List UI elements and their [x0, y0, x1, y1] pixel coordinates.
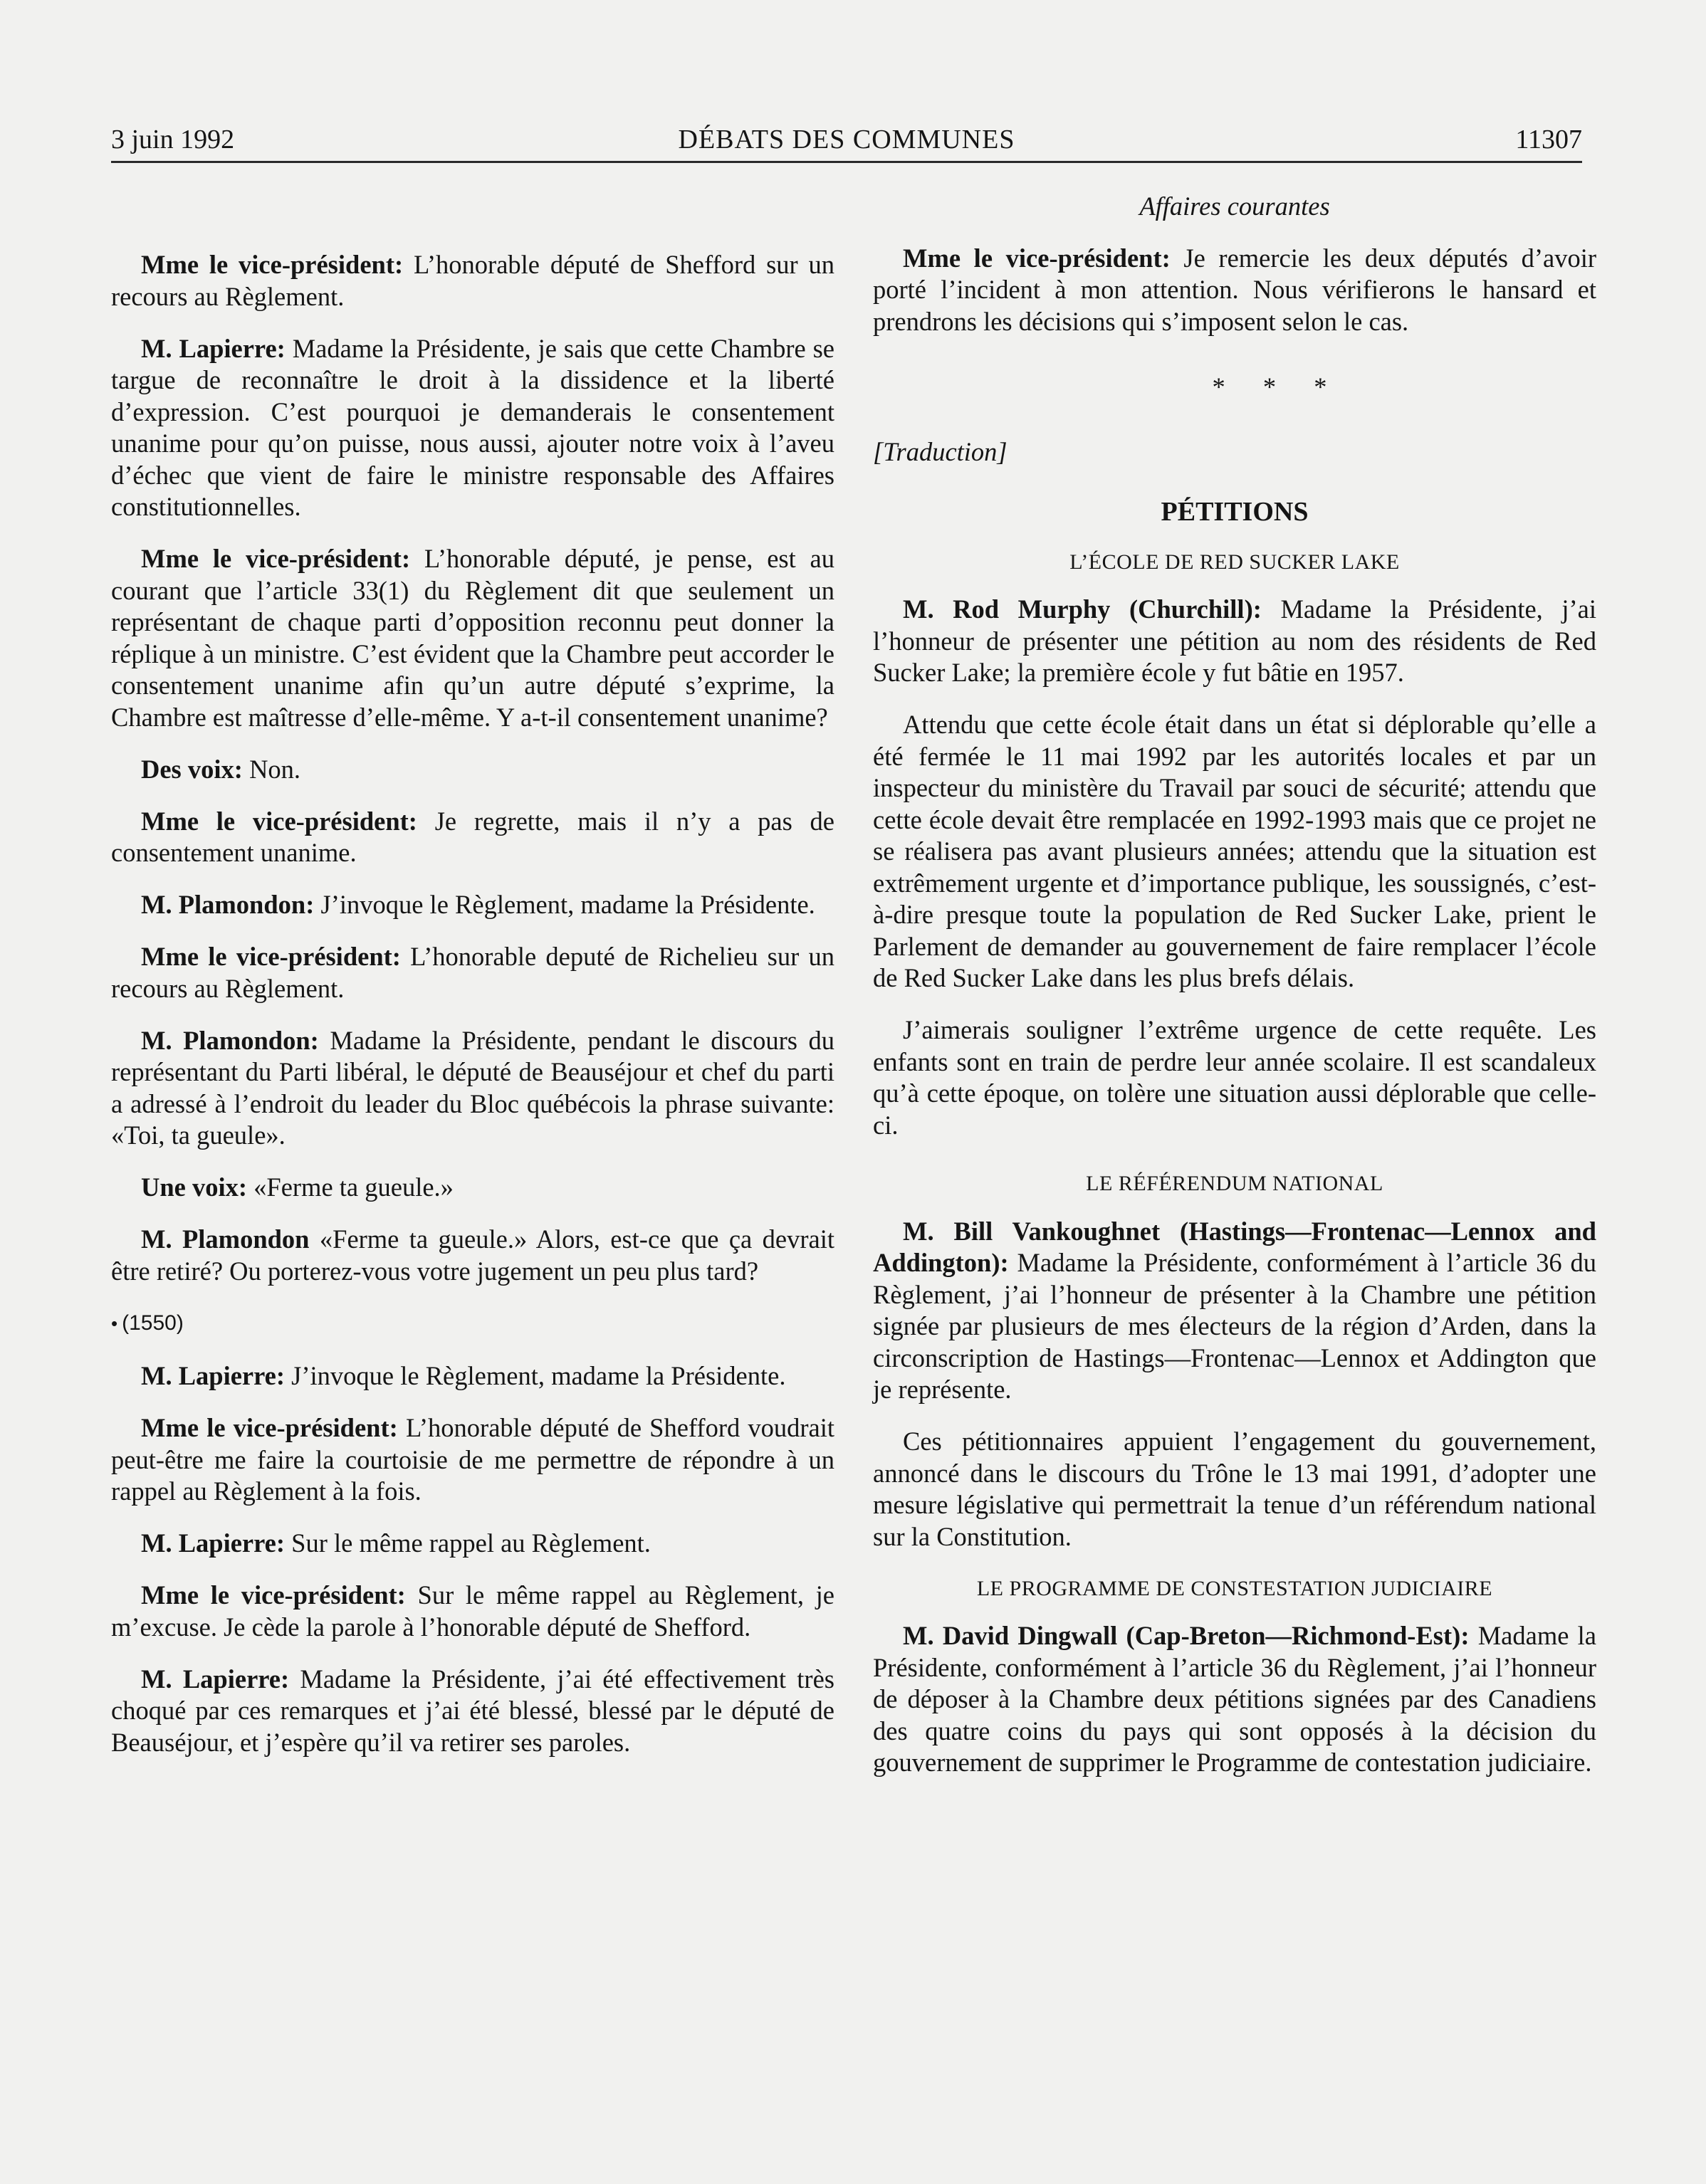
speech-paragraph [873, 1014, 1596, 1141]
speech-paragraph [111, 1025, 834, 1152]
speaker-name: M. Lapierre: [141, 1528, 286, 1558]
speaker-name: Une voix: [141, 1172, 248, 1202]
speech-paragraph [111, 1360, 834, 1392]
speech-text: «Ferme ta gueule.» Alors, est-ce que ça devrait être retiré? Ou porterez-vous votre jugement un peu plus tard? [111, 1224, 834, 1286]
speech-text: L’honorable deputé de Richelieu sur un recours au Règlement. [111, 942, 834, 1003]
speech-text: «Ferme ta gueule.» [247, 1172, 454, 1202]
translation-note: [Traduction] [873, 436, 1008, 466]
header-date: 3 juin 1992 [111, 125, 235, 154]
speech-text: Madame la Présidente, j’ai l’honneur de présenter une pétition au nom des résidents de Red Sucker Lake; la première école y fut bâtie en 1957. [873, 594, 1597, 687]
speech-paragraph [873, 709, 1596, 994]
speech-paragraph [873, 243, 1596, 338]
speaker-name: Mme le vice-président: [141, 1413, 398, 1442]
speaker-name: Mme le vice-président: [141, 250, 404, 279]
petition-heading: LE RÉFÉRENDUM NATIONAL [1086, 1172, 1383, 1195]
speech-paragraph [111, 543, 834, 733]
speech-text: Sur le même rappel au Règlement. [285, 1528, 651, 1558]
speaker-name: M. Plamondon [141, 1224, 310, 1254]
petition-heading: LE PROGRAMME DE CONSTESTATION JUDICIAIRE [976, 1576, 1493, 1600]
speech-paragraph [111, 941, 834, 1004]
speech-paragraph [111, 1664, 834, 1759]
petition-heading: L’ÉCOLE DE RED SUCKER LAKE [1069, 550, 1400, 574]
bullet-icon: • [111, 1312, 118, 1334]
speech-paragraph [111, 249, 834, 313]
speech-text: Madame la Présidente, pendant le discours du représentant du Parti libéral, le député de Beauséjour et chef du parti a adressé à l’endroit du leader du Bloc québécois la phrase suivante: «Toi, ta gueule». [111, 1025, 834, 1150]
speech-paragraph [873, 594, 1596, 689]
speech-paragraph [111, 1224, 834, 1287]
speech-paragraph [111, 1172, 834, 1204]
speech-text: J’invoque le Règlement, madame la Présidente. [314, 890, 815, 919]
speech-text: J’invoque le Règlement, madame la Présidente. [285, 1361, 786, 1390]
speech-paragraph [873, 1426, 1596, 1553]
page-header [111, 120, 1582, 163]
speech-text: Non. [242, 754, 301, 784]
right-column [873, 191, 1596, 1799]
speaker-name: M. Plamondon: [141, 1025, 319, 1055]
speaker-name: M. David Dingwall (Cap-Breton—Richmond-Est): [903, 1621, 1470, 1650]
speech-text: Madame la Présidente, conformément à l’article 36 du Règlement, j’ai l’honneur de présenter à la Chambre une pétition signée par plusieurs de mes électeurs de la région d’Arden, dans la circonscription de Hastings—Frontenac—Lennox et Addington que je représente. [873, 1248, 1596, 1404]
speaker-name: Mme le vice-président: [141, 1580, 406, 1610]
left-paragraphs [111, 249, 834, 1287]
header-title: DÉBATS DES COMMUNES [678, 125, 1015, 154]
speaker-name: Mme le vice-président: [141, 544, 411, 573]
speech-text: Sur le même rappel au Règlement, je m’excuse. Je cède la parole à l’honorable député de Shefford. [111, 1580, 834, 1642]
timestamp [111, 1308, 834, 1340]
speech-text: J’aimerais souligner l’extrême urgence de cette requête. Les enfants sont en train de perdre leur année scolaire. Il est scandaleux qu’à cette époque, on tolère une situation aussi déplorable que celle-ci. [873, 1015, 1596, 1140]
page-number: 11307 [1515, 125, 1582, 154]
speech-paragraph [111, 1528, 834, 1560]
speaker-name: Mme le vice-président: [141, 942, 401, 971]
section-separator: * * * [1212, 372, 1343, 401]
speech-paragraph [111, 889, 834, 921]
petition-3-paragraphs [873, 1620, 1596, 1779]
speaker-name: M. Plamondon: [141, 890, 315, 919]
speech-paragraph [873, 1216, 1596, 1406]
speech-text: Je regrette, mais il n’y a pas de consentement unanime. [111, 806, 834, 867]
speech-text: Je remercie les deux députés d’avoir porté l’incident à mon attention. Nous vérifierons le hansard et prendrons les décisions qui s’imposent selon le cas. [873, 243, 1596, 336]
speech-paragraph [111, 754, 834, 786]
speech-paragraph [111, 806, 834, 869]
speech-text: Madame la Présidente, conformément à l’article 36 du Règlement, j’ai l’honneur de déposer à la Chambre deux pétitions signées par des Canadiens des quatre coins du pays qui sont opposés à la décision du gouvernement de supprimer le Programme de contestation judiciaire. [873, 1621, 1597, 1777]
left-column [111, 249, 834, 1779]
speech-text: L’honorable député de Shefford voudrait peut-être me faire la courtoisie de me permettre de répondre à un rappel au Règlement à la fois. [111, 1413, 835, 1506]
speech-text: Madame la Présidente, je sais que cette Chambre se targue de reconnaître le droit à la dissidence et la liberté d’expression. C’est pourquoi je demanderais le consentement unanime pour qu’on puisse, nous aussi, ajouter notre voix à l’aveu d’échec que vient de faire le ministre responsable des Affaires constitutionnelles. [111, 333, 834, 521]
speech-paragraph [111, 333, 834, 523]
speaker-name: M. Bill Vankoughnet (Hastings—Frontenac—Lennox and Addington): [873, 1216, 1596, 1277]
speech-paragraph [111, 1580, 834, 1643]
speech-paragraph [873, 1620, 1596, 1779]
speech-text: L’honorable député, je pense, est au courant que l’article 33(1) du Règlement dit que seulement un représentant de chaque parti d’opposition reconnu peut donner la réplique à un ministre. C’est évident que la Chambre peut accorder le consentement unanime afin qu’un autre député s’exprime, la Chambre est maîtresse d’elle-même. Y a-t-il consentement unanime? [111, 544, 835, 732]
timestamp-text: (1550) [122, 1311, 184, 1335]
section-heading: PÉTITIONS [1161, 497, 1309, 527]
speaker-name: M. Lapierre: [141, 333, 286, 363]
speaker-name: Des voix: [141, 754, 243, 784]
speech-text: L’honorable député de Shefford sur un recours au Règlement. [111, 250, 835, 311]
speech-text: Attendu que cette école était dans un état si déplorable qu’elle a été fermée le 11 mai 1992 par les autorités locales et par un inspecteur du ministère du Travail par souci de sécurité; attendu que cette école devait être remplacée en 1992-1993 mais que ce projet ne se réalisera pas avant plusieurs années; attendu que la situation est extrêmement urgente et d’importance publique, les soussignés, c’est-à-dire presque toute la population de Red Sucker Lake, prient le Parlement de demander au gouvernement de faire remplacer l’école de Red Sucker Lake dans les plus brefs délais. [873, 710, 1596, 992]
petition-2-paragraphs [873, 1216, 1596, 1553]
speech-text: Ces pétitionnaires appuient l’engagement du gouvernement, annoncé dans le discours du Trône le 13 mai 1991, d’adopter une mesure législative qui permettrait la tenue d’un référendum national sur la Constitution. [873, 1427, 1596, 1551]
left-paragraphs-after [111, 1360, 834, 1758]
speaker-name: M. Rod Murphy (Churchill): [903, 594, 1262, 624]
speaker-name: Mme le vice-président: [903, 243, 1171, 273]
speech-text: Madame la Présidente, j’ai été effectivement très choqué par ces remarques et j’ai été blessé, blessé par le député de Beauséjour, et j’espère qu’il va retirer ses paroles. [111, 1664, 834, 1757]
speech-paragraph [111, 1412, 834, 1508]
section-label: Affaires courantes [1139, 191, 1330, 221]
speaker-name: Mme le vice-président: [141, 806, 417, 836]
speaker-name: M. Lapierre: [141, 1664, 290, 1694]
speaker-name: M. Lapierre: [141, 1361, 286, 1390]
petition-1-paragraphs [873, 594, 1596, 1141]
